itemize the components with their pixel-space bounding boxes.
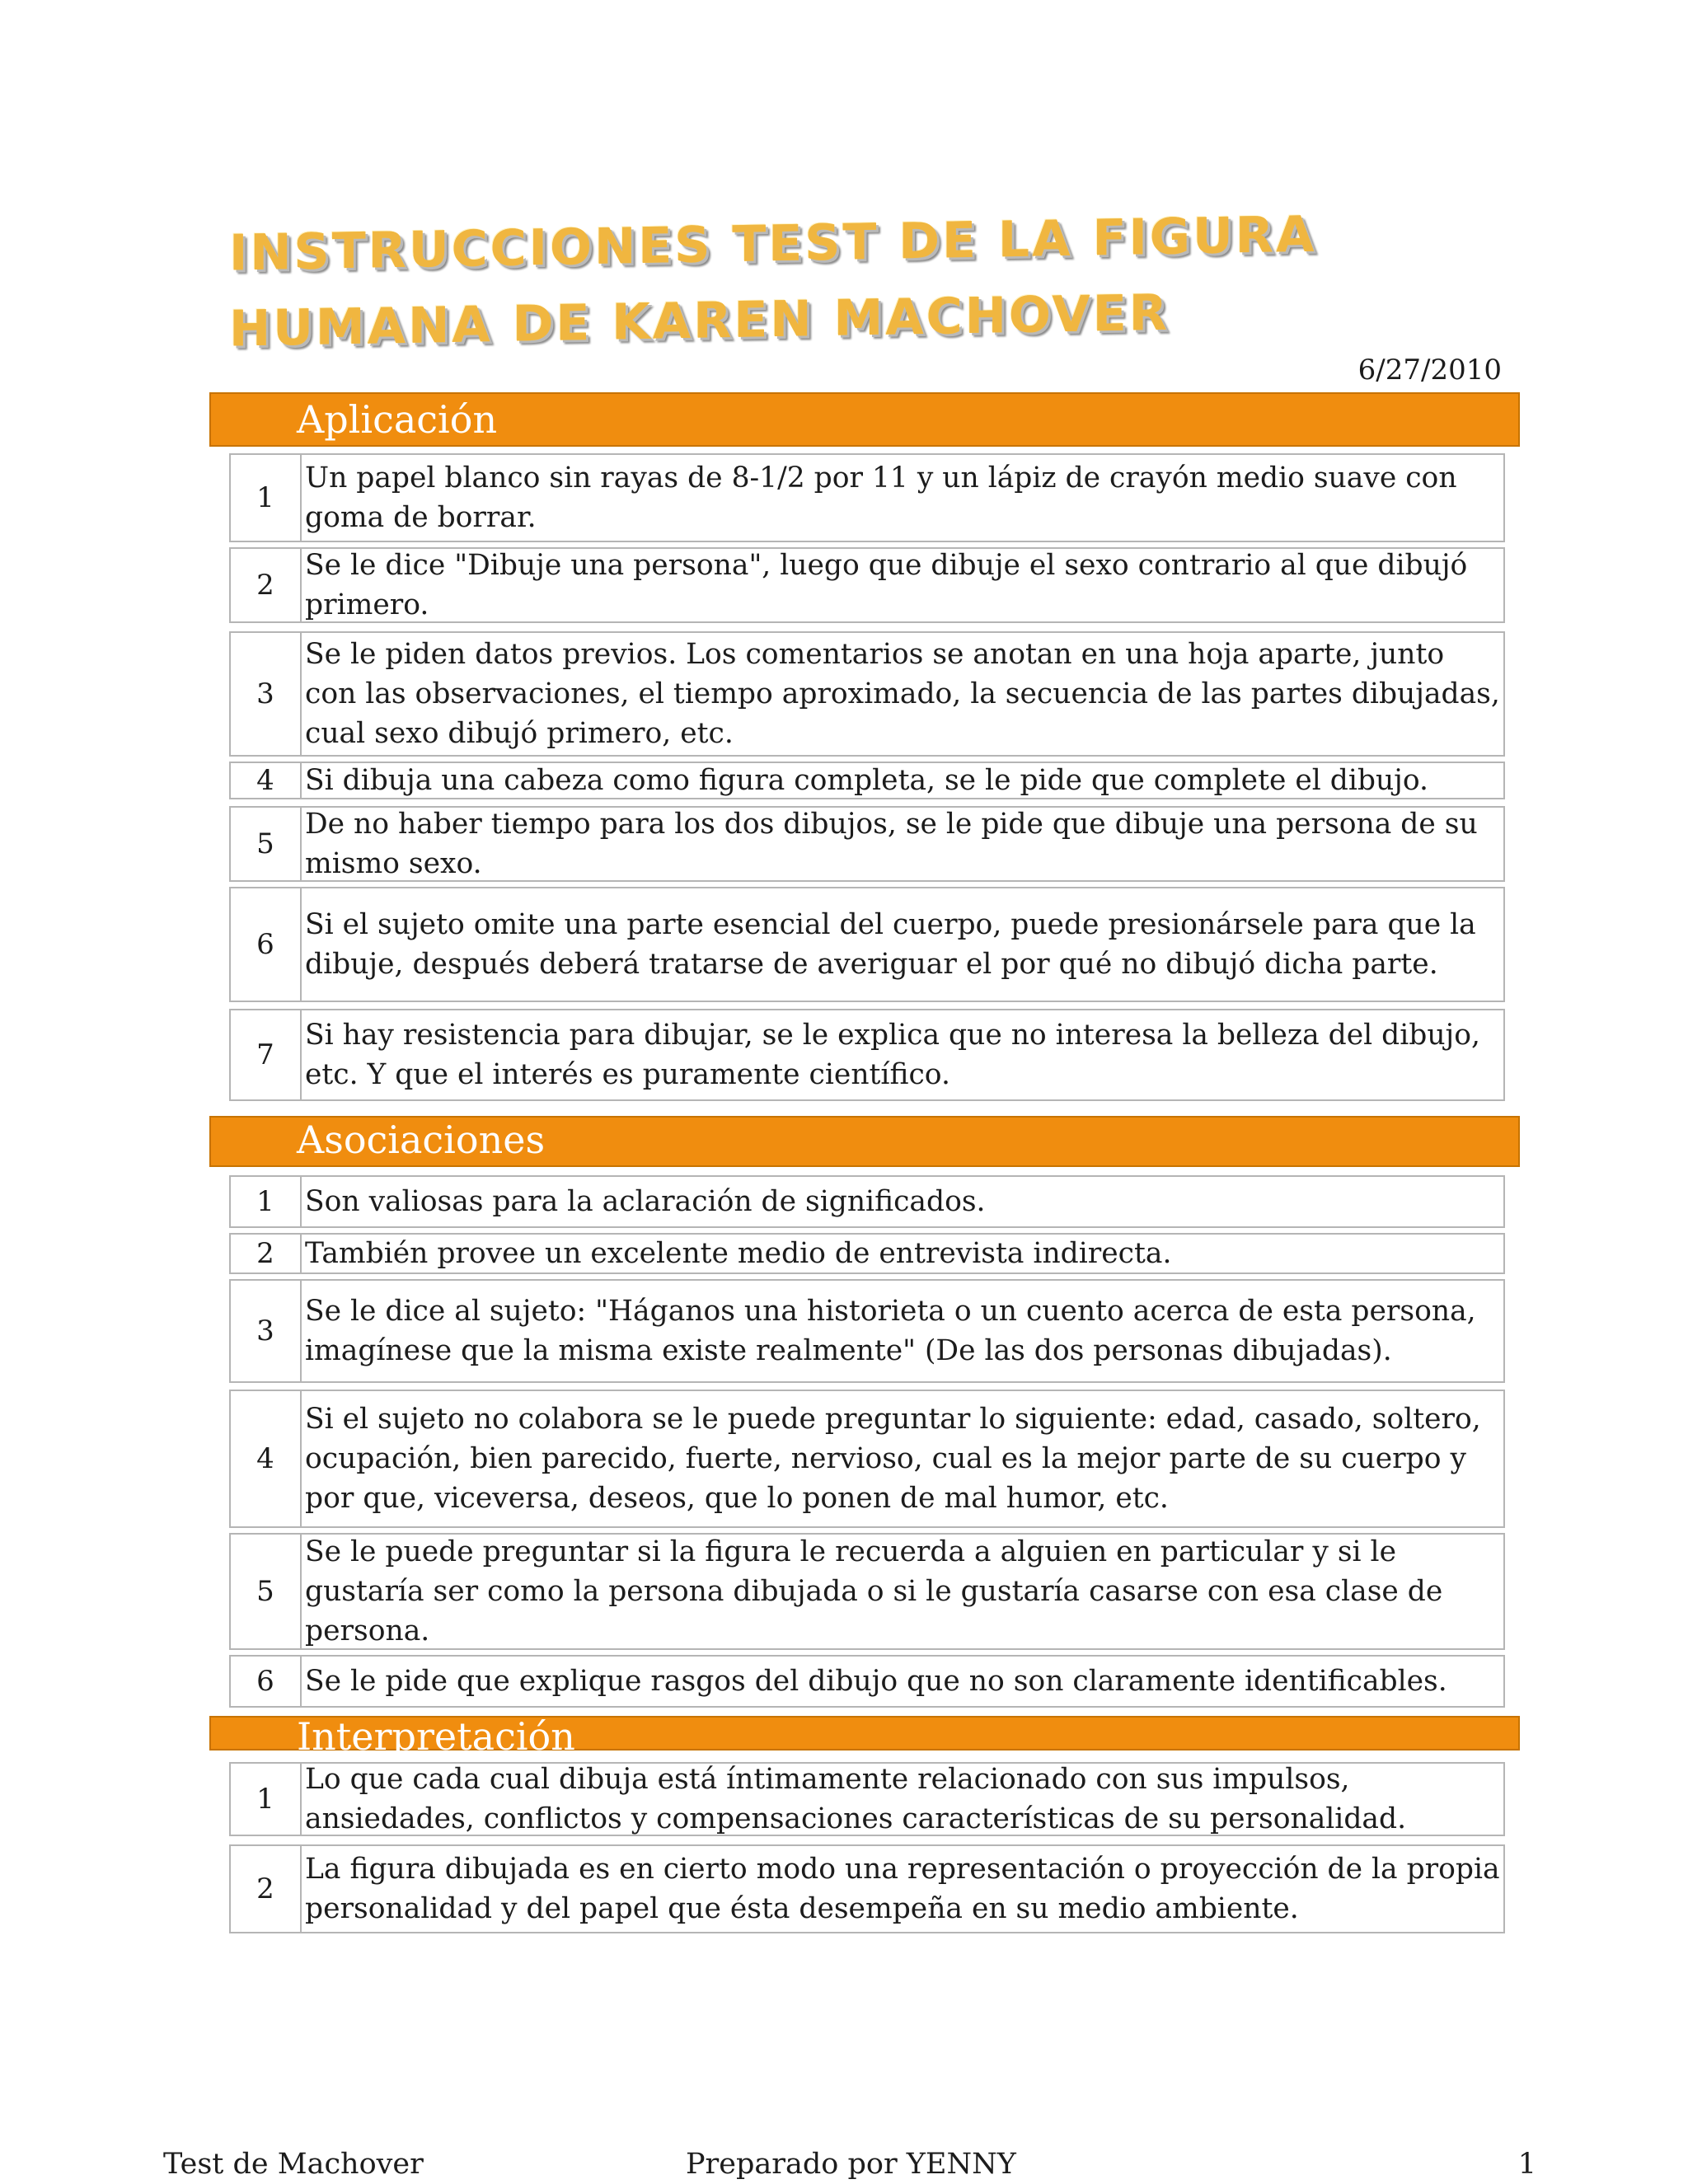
- table-row: [229, 631, 1505, 757]
- table-row: [229, 1844, 1505, 1933]
- footer-document-name: Test de Machover: [163, 2148, 424, 2181]
- table-row: [229, 1175, 1505, 1228]
- row-number: 2: [231, 549, 302, 621]
- section-asociaciones: [209, 1116, 1520, 1709]
- row-number: 2: [231, 1235, 302, 1272]
- section-aplicacion: [209, 392, 1520, 1104]
- section-heading: Asociaciones: [297, 1118, 546, 1162]
- row-number: 3: [231, 1281, 302, 1381]
- row-text: Son valiosas para la aclaración de significados.: [305, 1185, 986, 1218]
- row-text: Si el sujeto no colabora se le puede preguntar lo siguiente: edad, casado, soltero, ocupación, bien parecido, fuerte, nervioso, cual es la mejor parte de su cuerpo y por que, viceversa, deseos, que lo ponen de mal humor, etc.: [305, 1403, 1481, 1515]
- row-text: Se le dice "Dibuje una persona", luego que dibuje el sexo contrario al que dibujó primero.: [305, 549, 1468, 621]
- row-text: Se le piden datos previos. Los comentarios se anotan en una hoja aparte, junto con las observaciones, el tiempo aproximado, la secuencia de las partes dibujadas, cual sexo dibujó primero, etc.: [305, 638, 1500, 750]
- row-number: 7: [231, 1010, 302, 1099]
- row-number: 4: [231, 1391, 302, 1526]
- section-interpretacion: [209, 1716, 1520, 1937]
- section-heading: Aplicación: [297, 397, 498, 442]
- row-text: La figura dibujada es en cierto modo una representación o proyección de la propia personalidad y del papel que ésta desempeña en su medio ambiente.: [305, 1853, 1500, 1925]
- row-number: 4: [231, 763, 302, 798]
- table-row: [229, 887, 1505, 1002]
- row-text: Si el sujeto omite una parte esencial del cuerpo, puede presionársele para que la dibuje, después deberá tratarse de averiguar el por qué no dibujó dicha parte.: [305, 908, 1476, 981]
- row-text: Si dibuja una cabeza como figura completa, se le pide que complete el dibujo.: [305, 764, 1429, 797]
- footer-author: Preparado por YENNY: [686, 2148, 1016, 2181]
- row-text: Se le puede preguntar si la figura le recuerda a alguien en particular y si le gustaría ser como la persona dibujada o si le gustaría casarse con esa clase de persona.: [305, 1535, 1443, 1647]
- table-row: [229, 1762, 1505, 1836]
- row-number: 1: [231, 1177, 302, 1226]
- table-row: [229, 1233, 1505, 1274]
- footer-page-number: 1: [1517, 2148, 1536, 2181]
- table-row: [229, 453, 1505, 542]
- table-row: [229, 762, 1505, 799]
- table-row: [229, 1009, 1505, 1101]
- row-number: 2: [231, 1846, 302, 1932]
- row-number: 6: [231, 1657, 302, 1706]
- row-number: 6: [231, 888, 302, 1001]
- row-number: 5: [231, 1535, 302, 1648]
- row-number: 5: [231, 808, 302, 880]
- document-title: INSTRUCCIONES TEST DE LA FIGURA HUMANA DE KAREN MACHOVER: [229, 205, 1317, 359]
- section-header: [209, 392, 1520, 447]
- row-text: De no haber tiempo para los dos dibujos, se le pide que dibuje una persona de su mismo sexo.: [305, 808, 1478, 880]
- row-number: 3: [231, 633, 302, 755]
- section-header: [209, 1714, 1520, 1759]
- table-row: [229, 1390, 1505, 1528]
- table-row: [229, 806, 1505, 882]
- row-text: Si hay resistencia para dibujar, se le explica que no interesa la belleza del dibujo, etc. Y que el interés es puramente científico.: [305, 1019, 1480, 1091]
- row-text: Se le pide que explique rasgos del dibujo que no son claramente identificables.: [305, 1665, 1447, 1698]
- table-row: [229, 547, 1505, 623]
- row-text: Se le dice al sujeto: "Háganos una historieta o un cuento acerca de esta persona, imagínese que la misma existe realmente" (De las dos personas dibujadas).: [305, 1295, 1476, 1367]
- section-heading: Interpretación: [297, 1714, 575, 1759]
- section-header: [209, 1116, 1520, 1167]
- table-row: [229, 1279, 1505, 1383]
- document-date: 6/27/2010: [1357, 354, 1502, 387]
- row-number: 1: [231, 455, 302, 541]
- row-text: Lo que cada cual dibuja está íntimamente relacionado con sus impulsos, ansiedades, conflictos y compensaciones características de su personalidad.: [305, 1763, 1407, 1835]
- row-number: 1: [231, 1764, 302, 1835]
- table-row: [229, 1533, 1505, 1650]
- row-text: También provee un excelente medio de entrevista indirecta.: [305, 1237, 1172, 1270]
- table-row: [229, 1655, 1505, 1708]
- row-text: Un papel blanco sin rayas de 8-1/2 por 11 y un lápiz de crayón medio suave con goma de borrar.: [305, 462, 1457, 534]
